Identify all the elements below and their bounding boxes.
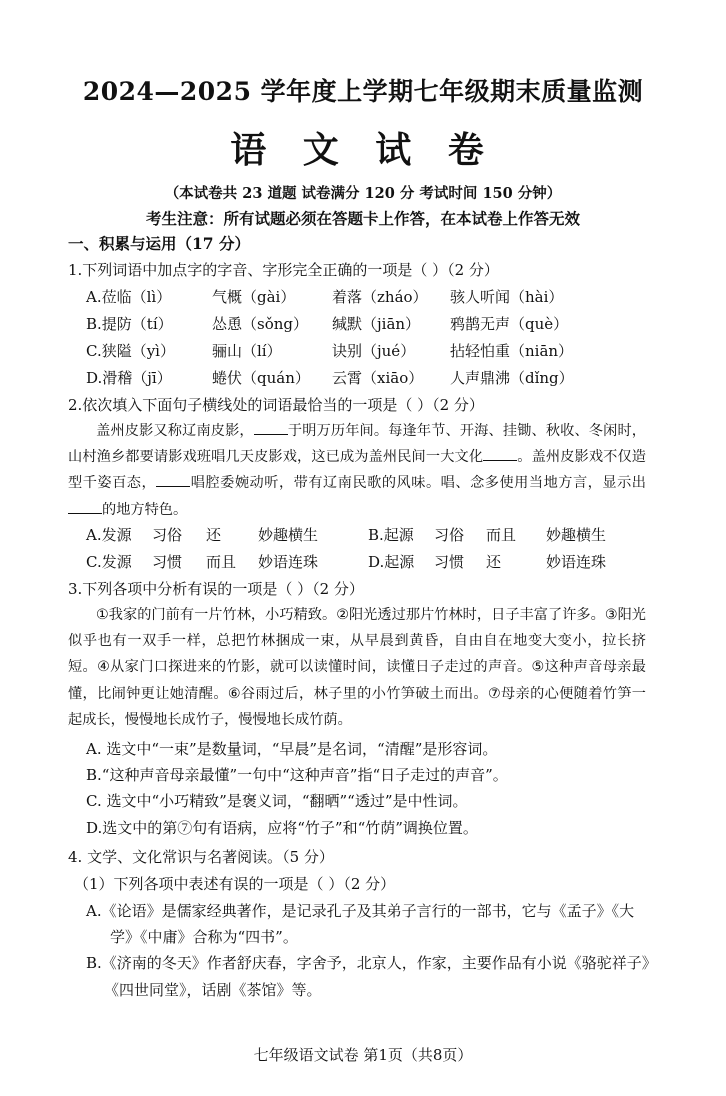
option-word: 拈轻怕重（niān） xyxy=(450,342,574,360)
question-1-stem: 1.下列词语中加点字的字音、字形完全正确的一项是（ ）（2 分） xyxy=(68,261,499,279)
option-word: 诀别（jué） xyxy=(332,342,416,360)
option-word: 人声鼎沸（dǐng） xyxy=(450,369,574,387)
option-word: D.滑稽（jī） xyxy=(86,369,172,387)
option-word: 怂恿（sǒng） xyxy=(212,315,308,333)
option-word: C.发源 xyxy=(86,553,132,571)
fill-blank xyxy=(254,420,288,435)
question-3-option-d: D.选文中的第⑦句有语病，应将“竹子”和“竹荫”调换位置。 xyxy=(86,819,478,837)
question-4-option-b: B.《济南的冬天》作者舒庆春，字舍予，北京人，作家，主要作品有小说《骆驼祥子》 xyxy=(86,954,657,972)
option-word: 妙语连珠 xyxy=(258,553,319,571)
question-4-stem: 4. 文学、文化常识与名著阅读。（5 分） xyxy=(68,848,334,866)
section-heading: 一、积累与运用（17 分） xyxy=(68,234,250,253)
option-word: B.起源 xyxy=(368,526,414,544)
option-word: 习惯 xyxy=(152,553,183,571)
option-word: 妙趣横生 xyxy=(546,526,607,544)
passage-text: 唱腔委婉动听，带有辽南民歌的风味。唱、念多使用当地方言，显示出 xyxy=(190,475,646,492)
question-4-option-a: A.《论语》是儒家经典著作，是记录孔子及其弟子言行的一部书，它与《孟子》《大 xyxy=(86,902,635,920)
option-word: B.提防（tí） xyxy=(86,315,173,333)
exam-subject-title: 语 文 试 卷 xyxy=(230,129,496,171)
page-footer: 七年级语文试卷 第1页（共8页） xyxy=(253,1046,473,1064)
option-word: 妙趣横生 xyxy=(258,526,319,544)
passage-text: 盖州皮影又称辽南皮影， xyxy=(96,423,254,439)
option-word: 骇人听闻（hài） xyxy=(450,288,564,306)
option-word: 鸦鹊无声（què） xyxy=(450,315,569,333)
question-4-sub1-stem: （1）下列各项中表述有误的一项是（ ）（2 分） xyxy=(74,875,396,893)
option-word: 缄默（jiān） xyxy=(332,315,421,333)
fill-blank xyxy=(68,499,102,514)
option-word: 气概（gài） xyxy=(212,288,296,306)
exam-info: （本试卷共 23 道题 试卷满分 120 分 考试时间 150 分钟） xyxy=(164,185,562,202)
question-3-option-c: C. 选文中“小巧精致”是褒义词，“翻晒”“透过”是中性词。 xyxy=(86,792,468,810)
question-3-option-a: A. 选文中“一束”是数量词，“早晨”是名词，“清醒”是形容词。 xyxy=(86,740,498,758)
option-word: 习俗 xyxy=(434,526,465,544)
passage-text: 于明万历年间。每逢年节、开海、挂锄、秋收、冬闲时，山村渔乡都要请影戏班唱几天皮影戏，这已成为盖州民间一大文化 xyxy=(68,423,646,466)
option-word: 骊山（lí） xyxy=(212,342,282,360)
fill-blank xyxy=(156,472,190,487)
exam-title: 2024—2025 学年度上学期七年级期末质量监测 xyxy=(82,77,644,106)
question-3-stem: 3.下列各项中分析有误的一项是（ ）（2 分） xyxy=(68,580,364,598)
question-3-option-b: B.“这种声音母亲最懂”一句中“这种声音”指“日子走过的声音”。 xyxy=(86,766,508,784)
passage-text: 的地方特色。 xyxy=(102,501,188,518)
option-word: 蜷伏（quán） xyxy=(212,369,310,387)
option-word: A.莅临（lì） xyxy=(86,288,172,306)
option-word: D.起源 xyxy=(368,553,415,571)
option-word: A.发源 xyxy=(86,526,132,544)
option-word: 而且 xyxy=(486,526,517,544)
option-word: C.狭隘（yì） xyxy=(86,342,175,360)
question-4-option-b-cont: 《四世同堂》，话剧《茶馆》等。 xyxy=(104,981,322,999)
option-word: 还 xyxy=(206,526,222,544)
fill-blank xyxy=(483,446,517,461)
question-3-passage xyxy=(68,602,646,733)
option-word: 着落（zháo） xyxy=(332,288,428,306)
question-2-stem: 2.依次填入下面句子横线处的词语最恰当的一项是（ ）（2 分） xyxy=(68,396,484,414)
option-word: 还 xyxy=(486,553,502,571)
passage-text: 。盖州皮影戏不仅造型千姿百态， xyxy=(68,449,646,492)
option-word: 而且 xyxy=(206,553,237,571)
passage-text: ①我家的门前有一片竹林，小巧精致。②阳光透过那片竹林时，日子丰富了许多。③阳光似乎也有一双手一样，总把竹林捆成一束，从早晨到黄昏，自由自在地变大变小，拉长挤短。④从家门口探进来的竹影，就可以读懂时间，读懂日子走过的声音。⑤这种声音母亲最懂，比闹钟更让她清醒。⑥谷雨过后，林子里的小竹笋破土而出。⑦母亲的心便随着竹笋一起成长，慢慢地长成竹子，慢慢地长成竹荫。 xyxy=(68,607,646,728)
question-2-passage xyxy=(68,418,646,523)
exam-notice: 考生注意：所有试题必须在答题卡上作答，在本试卷上作答无效 xyxy=(145,209,580,228)
option-word: 习俗 xyxy=(152,526,183,544)
option-word: 云霄（xiāo） xyxy=(332,369,424,387)
option-word: 习惯 xyxy=(434,553,465,571)
option-word: 妙语连珠 xyxy=(546,553,607,571)
question-4-option-a-cont: 学》《中庸》合称为“四书”。 xyxy=(110,928,298,946)
